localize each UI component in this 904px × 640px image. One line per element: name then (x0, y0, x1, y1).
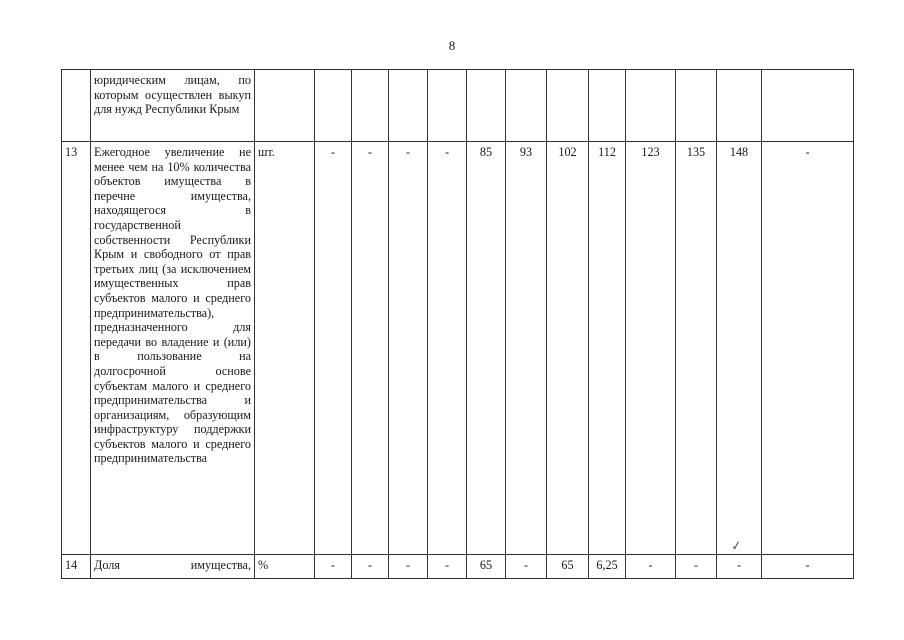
value-cell: - (626, 555, 676, 579)
indicators-table (61, 69, 854, 579)
value-cell: 6,25 (589, 555, 626, 579)
value-cell: 102 (547, 142, 589, 555)
value-cell: 135 (676, 142, 717, 555)
last-cell: - (762, 142, 854, 555)
value-cell: - (717, 555, 762, 579)
value-cell: 148 (717, 142, 762, 555)
row-number: 13 (62, 142, 91, 555)
table-row (62, 70, 854, 142)
value-cell: - (506, 555, 547, 579)
value-cell (467, 70, 506, 142)
row-unit: шт. (255, 142, 315, 555)
row-number (62, 70, 91, 142)
value-cell: 112 (589, 142, 626, 555)
value-cell (589, 70, 626, 142)
row-number: 14 (62, 555, 91, 579)
value-cell (315, 70, 352, 142)
last-cell (762, 70, 854, 142)
value-cell: - (352, 142, 389, 555)
row-unit: % (255, 555, 315, 579)
value-cell (352, 70, 389, 142)
handwritten-check-mark: ✓ (729, 537, 743, 554)
value-cell (428, 70, 467, 142)
row-description: Ежегодное увеличение не менее чем на 10% количества объектов имущества в перечне имущества, находящегося в государственной собственности Республики Крым и свободного от прав третьих лиц (за исключением имущественных прав субъектов малого и среднего предпринимательства), предназначенного для передачи во владение и (или) в пользование на долгосрочной основе субъектам малого и среднего предпринимательства и организациям, образующим инфраструктуру поддержки субъектов малого и среднего предпринимательства (91, 142, 255, 555)
value-cell: 93 (506, 142, 547, 555)
row-description: Доля имущества, (91, 555, 255, 579)
last-cell: - (762, 555, 854, 579)
value-cell: - (352, 555, 389, 579)
page-number: 8 (448, 38, 456, 53)
value-cell: 85 (467, 142, 506, 555)
value-cell (676, 70, 717, 142)
value-cell: - (428, 142, 467, 555)
value-cell: - (389, 142, 428, 555)
row-description: юридическим лицам, по которым осуществлен выкуп для нужд Республики Крым (91, 70, 255, 142)
value-cell (389, 70, 428, 142)
value-cell: - (315, 142, 352, 555)
value-cell: - (315, 555, 352, 579)
value-cell: 65 (467, 555, 506, 579)
value-cell: - (389, 555, 428, 579)
value-cell (717, 70, 762, 142)
value-cell (547, 70, 589, 142)
value-cell (506, 70, 547, 142)
value-cell: 65 (547, 555, 589, 579)
value-cell: - (676, 555, 717, 579)
value-cell: 123 (626, 142, 676, 555)
value-cell: - (428, 555, 467, 579)
row-unit (255, 70, 315, 142)
table-row (62, 142, 854, 555)
table-row (62, 555, 854, 579)
value-cell (626, 70, 676, 142)
